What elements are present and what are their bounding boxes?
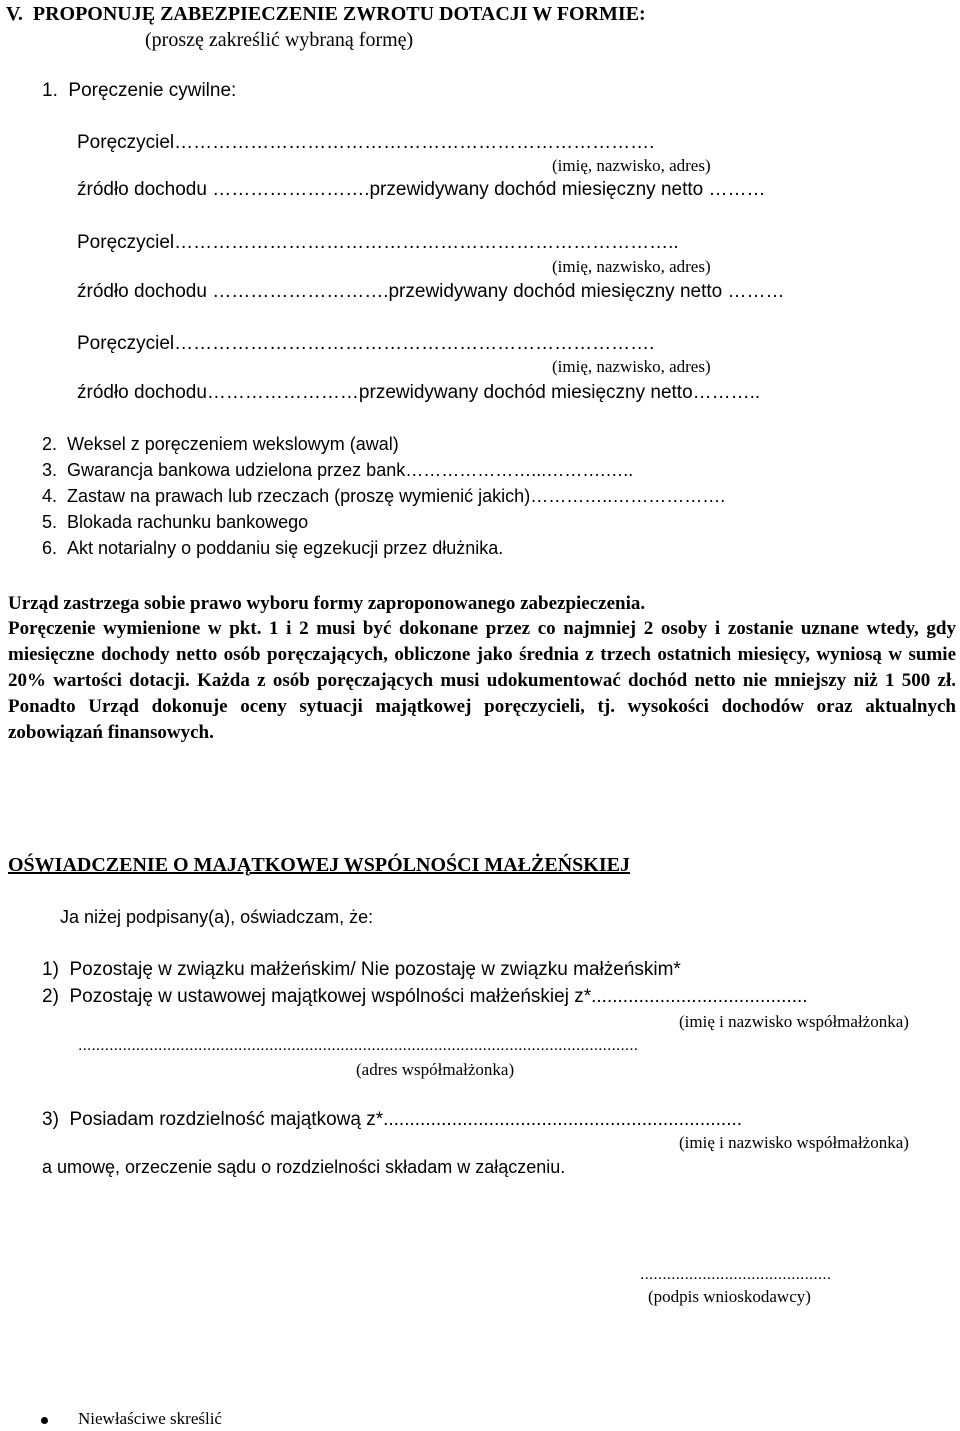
declaration-item-joint-property: 2) Pozostaję w ustawowej majątkowej wspólności małżeńskiej z*......................................... [42,986,808,1007]
notice-paragraph: Poręczenie wymienione w pkt. 1 i 2 musi być dokonane przez co najmniej 2 osoby i zostanie uznane wtedy, gdy miesięczne dochody netto osób poręczających, obliczone jako średnia z trzech ostatnich miesięcy, wyniosą w sumie 20% wartości dotacji. Każda z osób poręczających musi udokumentować dochód netto nie mniejszy niż 1 500 zł. Ponadto Urząd dokonuje oceny sytuacji majątkowej poręczycieli, tj. wysokości dochodów oraz aktualnych zobowiązań finansowych. [8,618,956,743]
signature-hint: (podpis wnioskodawcy) [648,1287,811,1306]
guarantor-line: Poręczyciel…………………………………………………………………….. [77,232,679,253]
declaration-item-separate-property: 3) Posiadam rozdzielność majątkową z*.................................................................... [42,1109,743,1130]
option-pledge: 4. Zastaw na prawach lub rzeczach (proszę wymienić jakich)…………..………………. [42,486,726,506]
option-bank-guarantee: 3. Gwarancja bankowa udzielona przez bank…………………...……….….. [42,460,634,480]
declaration-intro: Ja niżej podpisany(a), oświadczam, że: [60,907,374,927]
guarantor-hint: (imię, nazwisko, adres) [552,156,711,175]
spouse-address-hint: (adres współmałżonka) [356,1060,515,1079]
option-notarial-deed: 6. Akt notarialny o poddaniu się egzekucji przez dłużnika. [42,538,504,558]
notice-heading: Urząd zastrzega sobie prawo wyboru formy zaproponowanego zabezpieczenia. [8,593,646,614]
declaration-title: OŚWIADCZENIE O MAJĄTKOWEJ WSPÓLNOŚCI MAŁŻEŃSKIEJ [8,854,630,876]
guarantor-hint: (imię, nazwisko, adres) [552,357,711,376]
spouse-name-hint: (imię i nazwisko współmałżonka) [679,1012,909,1031]
bullet-icon [41,1417,48,1424]
declaration-item-marital-status: 1) Pozostaję w związku małżeńskim/ Nie pozostaję w związku małżeńskim* [42,959,681,980]
guarantor-hint: (imię, nazwisko, adres) [552,257,711,276]
guarantor-line: Poręczyciel…………………………………………………………………. [77,333,655,354]
spouse-address-dots: .............................................................................................................................. [78,1037,639,1054]
spouse-name-hint: (imię i nazwisko współmałżonka) [679,1133,909,1152]
signature-dots: ........................................... [640,1266,832,1283]
guarantor-line: Poręczyciel…………………………………………………………………. [77,132,655,153]
declaration-closing: a umowę, orzeczenie sądu o rozdzielności składam w załączeniu. [42,1157,566,1177]
option-civil-guarantee: 1. Poręczenie cywilne: [42,80,237,101]
section-title: V. PROPONUJĘ ZABEZPIECZENIE ZWROTU DOTACJI W FORMIE: [6,3,646,25]
income-line: źródło dochodu ……………………….przewidywany dochód miesięczny netto ……… [77,281,785,302]
option-account-block: 5. Blokada rachunku bankowego [42,512,309,532]
income-line: źródło dochodu……………………przewidywany dochód miesięczny netto……….. [77,382,761,403]
income-line: źródło dochodu …………………….przewidywany dochód miesięczny netto ……… [77,179,766,200]
footnote-text: Niewłaściwe skreślić [78,1409,222,1428]
section-subtitle: (proszę zakreślić wybraną formę) [145,29,414,51]
option-promissory-note: 2. Weksel z poręczeniem wekslowym (awal) [42,434,399,454]
